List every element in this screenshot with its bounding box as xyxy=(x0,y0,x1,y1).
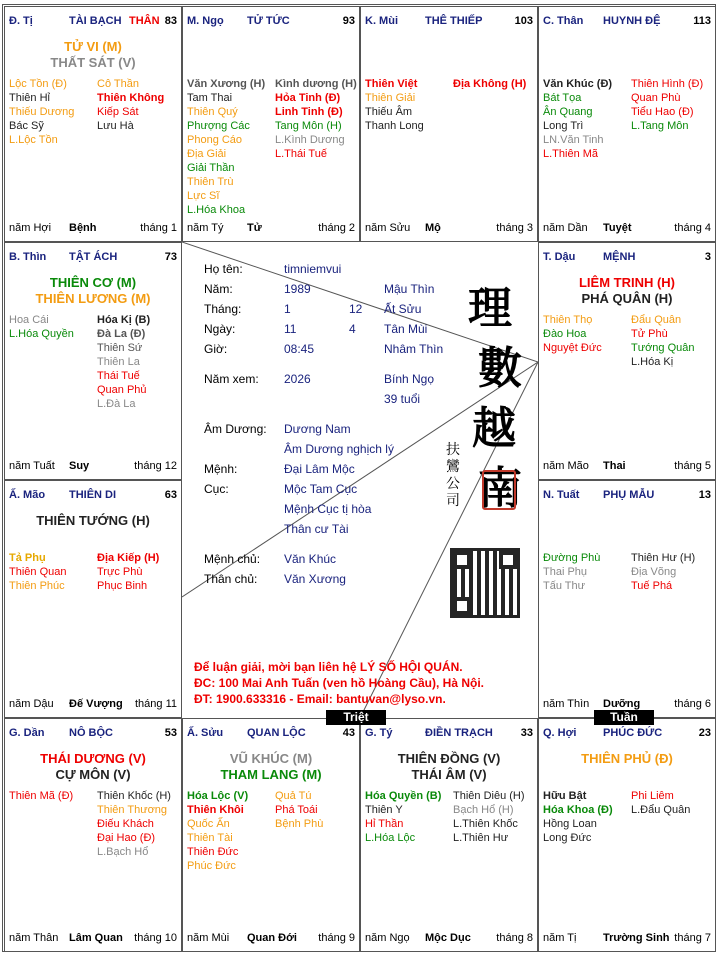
minor-star: Quan Phủ xyxy=(97,384,147,396)
palace-dan[interactable] xyxy=(4,718,182,952)
minor-star: Long Đức xyxy=(543,832,592,844)
minor-star: Điếu Khách xyxy=(97,818,154,830)
minor-star: Thanh Long xyxy=(365,120,424,132)
palace-header xyxy=(9,727,177,741)
minor-star: Đại Hao (Đ) xyxy=(97,832,156,844)
minor-star: L.Hóa Kị xyxy=(631,356,674,368)
major-star: THÁI ÂM (V) xyxy=(411,767,487,782)
minor-star: L.Đà La xyxy=(97,398,136,410)
minor-star: Thiên Khôi xyxy=(187,804,244,816)
palace-can-chi: Q. Hợi xyxy=(543,727,577,739)
calligraphy-char-3: 越 xyxy=(472,403,516,454)
than-chu-label: Thân chủ: xyxy=(204,572,258,586)
minor-star: Tấu Thư xyxy=(543,580,586,592)
palace-name: TỬ TỨC xyxy=(247,15,290,27)
footer-month: tháng 12 xyxy=(134,460,177,472)
minor-star: Thiên Khốc (H) xyxy=(97,790,171,802)
palace-than[interactable] xyxy=(538,6,716,242)
gio-value: 08:45 xyxy=(284,342,315,356)
major-star: VŨ KHÚC (M) xyxy=(229,751,313,766)
palace-ty[interactable] xyxy=(360,718,538,952)
minor-star: Địa Võng xyxy=(631,566,677,578)
palace-can-chi: B. Thìn xyxy=(9,251,47,263)
minor-star: Hỉ Thần xyxy=(365,818,404,830)
palace-header xyxy=(365,15,533,29)
minor-star: Thai Phụ xyxy=(543,566,588,578)
minor-star: L.Đẩu Quân xyxy=(631,804,691,816)
palace-footer xyxy=(9,932,177,945)
minor-star: Thiên Sứ xyxy=(97,342,143,354)
cuc-value: Mộc Tam Cục xyxy=(284,482,358,496)
footer-year: năm Thìn xyxy=(543,698,590,710)
star-column-left xyxy=(543,789,613,845)
minor-star: Địa Không (H) xyxy=(453,78,527,90)
contact-line-2: ĐC: 100 Mai Anh Tuấn (ven hồ Hoàng Cầu), Hà Nội. xyxy=(194,676,485,690)
footer-year: năm Sửu xyxy=(365,222,411,234)
star-column-left xyxy=(187,789,248,873)
minor-star: Long Trì xyxy=(543,120,584,132)
minor-star: Tướng Quân xyxy=(631,342,695,354)
footer-year: năm Tuất xyxy=(9,460,55,472)
footer-stage: Tử xyxy=(247,222,262,234)
am-duong-value-2: Âm Dương nghịch lý xyxy=(284,442,394,456)
palace-can-chi: Ấ. Sửu xyxy=(187,727,224,739)
cuc-label: Cục: xyxy=(204,482,229,496)
tuan-tag: Tuần xyxy=(594,710,654,725)
thang-am: 12 xyxy=(349,302,363,316)
footer-month: tháng 8 xyxy=(496,932,533,944)
major-star: THAM LANG (M) xyxy=(220,767,322,782)
star-column-left xyxy=(543,313,602,355)
minor-star: Phong Cáo xyxy=(187,134,243,146)
minor-star: L.Hóa Lộc xyxy=(365,832,416,844)
ho-ten-label: Họ tên: xyxy=(204,262,243,276)
palace-can-chi: C. Thân xyxy=(543,15,584,27)
minor-star: Trực Phù xyxy=(97,566,143,578)
palace-can-chi: Ấ. Mão xyxy=(9,489,46,501)
footer-year: năm Dậu xyxy=(9,698,54,710)
minor-star: Nguyệt Đức xyxy=(543,342,602,354)
palace-number: 83 xyxy=(164,15,177,27)
palace-number: 103 xyxy=(514,15,533,27)
minor-star: L.Thiên Hư xyxy=(453,832,509,844)
minor-star: L.Bạch Hổ xyxy=(97,846,149,858)
palace-footer xyxy=(187,222,355,235)
palace-header xyxy=(543,489,711,503)
major-star: THÁI DƯƠNG (V) xyxy=(40,751,146,766)
star-column-right xyxy=(275,77,357,161)
gio-label: Giờ: xyxy=(204,342,228,356)
star-column-right xyxy=(453,789,525,845)
star-column-left xyxy=(543,77,612,161)
minor-star: Thiên Không xyxy=(97,92,165,104)
minor-star: Thiên Diêu (H) xyxy=(453,790,525,802)
minor-star: Thiên Thương xyxy=(97,804,168,816)
nam-xem-value: 2026 xyxy=(284,372,311,386)
chart-center xyxy=(182,242,538,718)
palace-header xyxy=(9,251,177,265)
footer-month: tháng 2 xyxy=(318,222,355,234)
palace-header xyxy=(9,15,177,29)
star-column-left xyxy=(365,77,424,133)
footer-year: năm Ngọ xyxy=(365,932,410,944)
minor-star: Hoa Cái xyxy=(9,314,49,326)
minor-star: Phượng Các xyxy=(187,120,250,132)
minor-star: L.Lộc Tồn xyxy=(9,134,58,146)
minor-star: Thiên Tài xyxy=(187,832,233,844)
minor-star: Lộc Tồn (Đ) xyxy=(9,78,67,90)
palace-ngo[interactable] xyxy=(182,6,360,242)
menh-chu-value: Văn Khúc xyxy=(284,552,337,566)
palace-number: 3 xyxy=(704,251,711,263)
footer-year: năm Thân xyxy=(9,932,59,944)
footer-month: tháng 5 xyxy=(674,460,711,472)
palace-hoi[interactable] xyxy=(538,718,716,952)
minor-star: L.Hóa Khoa xyxy=(187,204,246,216)
major-star: THIÊN LƯƠNG (M) xyxy=(35,291,151,306)
palace-can-chi: G. Tý xyxy=(365,727,393,739)
palace-footer xyxy=(543,460,711,473)
palace-header xyxy=(365,727,533,741)
thang-value: 1 xyxy=(284,302,291,316)
minor-star: Tiểu Hao (Đ) xyxy=(631,106,694,118)
star-column-right xyxy=(631,77,703,133)
star-column-left xyxy=(9,551,66,593)
palace-name: NÔ BỘC xyxy=(69,727,113,739)
star-column-left xyxy=(543,551,600,593)
minor-star: Bát Tọa xyxy=(543,92,582,104)
palace-can-chi: T. Dậu xyxy=(543,251,576,263)
minor-star: L.Hóa Quyền xyxy=(9,328,74,340)
minor-star: Tang Môn (H) xyxy=(275,120,342,132)
minor-star: Địa Giải xyxy=(187,148,227,160)
major-star: THẤT SÁT (V) xyxy=(50,55,136,70)
footer-stage: Mộc Dục xyxy=(425,932,471,944)
palace-number: 113 xyxy=(693,15,711,27)
minor-star: L.Thái Tuế xyxy=(275,148,327,160)
cuc-value-3: Thân cư Tài xyxy=(284,522,349,536)
palace-header xyxy=(9,489,177,503)
minor-star: Giải Thần xyxy=(187,162,235,174)
minor-star: Thiên Hình (Đ) xyxy=(631,78,704,90)
minor-star: Hỏa Tinh (Đ) xyxy=(275,92,341,104)
minor-star: Bệnh Phù xyxy=(275,818,324,830)
footer-year: năm Tý xyxy=(187,222,224,234)
minor-star: Phúc Đức xyxy=(187,860,236,872)
minor-star: Phục Binh xyxy=(97,580,148,592)
minor-star: L.Thiên Khốc xyxy=(453,818,518,830)
minor-star: Đà La (Đ) xyxy=(97,328,146,340)
minor-star: Thiên Quý xyxy=(187,106,238,118)
footer-month: tháng 3 xyxy=(496,222,533,234)
star-column-right xyxy=(631,789,690,817)
star-column-left xyxy=(365,789,441,845)
palace-tuat[interactable] xyxy=(538,480,716,718)
minor-star: Hóa Lộc (V) xyxy=(187,790,249,802)
palace-footer xyxy=(9,460,177,473)
vertical-seal-text: 扶鸞公司 xyxy=(446,442,460,509)
minor-star: Tuế Phá xyxy=(631,580,673,592)
minor-star: Thiếu Âm xyxy=(365,106,413,118)
footer-year: năm Mão xyxy=(543,460,589,472)
palace-can-chi: K. Mùi xyxy=(365,15,398,27)
palace-header xyxy=(187,727,355,741)
minor-star: Thiên Giải xyxy=(365,92,416,104)
minor-star: Bác Sỹ xyxy=(9,120,44,132)
palace-name: THÊ THIẾP xyxy=(425,15,483,27)
palace-dau[interactable] xyxy=(538,242,716,480)
star-column-right xyxy=(97,551,159,593)
footer-stage: Đế Vượng xyxy=(69,698,123,710)
palace-mui[interactable] xyxy=(360,6,538,242)
minor-star: L.Kình Dương xyxy=(275,134,345,146)
star-column-left xyxy=(9,789,73,803)
thang-label: Tháng: xyxy=(204,302,242,316)
minor-star: Văn Xương (H) xyxy=(187,78,266,90)
palace-number: 23 xyxy=(698,727,711,739)
minor-star: Tam Thai xyxy=(187,92,233,104)
minor-star: Thiên Trù xyxy=(187,176,234,188)
minor-star: Lực Sĩ xyxy=(187,190,220,202)
star-column-right xyxy=(631,313,695,369)
minor-star: Đẩu Quân xyxy=(631,314,682,326)
cuc-value-2: Mệnh Cục tị hòa xyxy=(284,502,372,516)
minor-star: Thiên Quan xyxy=(9,566,67,578)
minor-star: Văn Khúc (Đ) xyxy=(543,78,613,90)
ngay-value: 11 xyxy=(284,322,297,336)
palace-footer xyxy=(543,932,711,945)
palace-footer xyxy=(9,698,177,711)
minor-star: Tả Phụ xyxy=(9,552,46,564)
minor-star: Thiên La xyxy=(97,356,140,368)
palace-name: HUYNH ĐỆ xyxy=(603,15,661,27)
minor-star: LN.Văn Tinh xyxy=(543,134,604,146)
footer-month: tháng 11 xyxy=(134,698,177,710)
palace-header xyxy=(543,727,711,741)
palace-header xyxy=(543,15,711,29)
palace-can-chi: M. Ngọ xyxy=(187,15,224,27)
star-column-right xyxy=(453,77,526,91)
footer-stage: Tuyệt xyxy=(603,222,632,234)
minor-star: Thiên Việt xyxy=(365,78,418,90)
palace-name: TÀI BẠCH xyxy=(69,15,122,27)
footer-month: tháng 6 xyxy=(674,698,711,710)
star-column-right xyxy=(275,789,323,831)
major-star: CỰ MÔN (V) xyxy=(55,767,131,782)
star-column-left xyxy=(187,77,265,217)
palace-number: 33 xyxy=(520,727,533,739)
calligraphy-char-4: 南 xyxy=(478,463,522,514)
menh-label: Mệnh: xyxy=(204,462,238,476)
palace-number: 13 xyxy=(698,489,711,501)
palace-header xyxy=(543,251,711,265)
footer-stage: Bệnh xyxy=(69,222,97,234)
palace-name: TẬT ÁCH xyxy=(69,251,118,263)
palace-name: MỆNH xyxy=(603,251,636,263)
footer-month: tháng 7 xyxy=(674,932,711,944)
major-star: PHÁ QUÂN (H) xyxy=(581,291,673,306)
footer-year: năm Mùi xyxy=(187,932,230,944)
contact-line-1: Để luận giải, mời bạn liên hệ LÝ SỐ HỘI QUÁN. xyxy=(194,660,463,674)
palace-name: PHÚC ĐỨC xyxy=(603,727,663,739)
palace-mao[interactable] xyxy=(4,480,182,718)
than-marker: THÂN xyxy=(129,15,160,27)
major-star: THIÊN CƠ (M) xyxy=(49,275,137,290)
calligraphy-char-2: 數 xyxy=(478,343,522,394)
footer-stage: Lâm Quan xyxy=(69,932,123,944)
palace-thin[interactable] xyxy=(4,242,182,480)
palace-ti[interactable] xyxy=(4,6,182,242)
palace-footer xyxy=(543,222,711,235)
minor-star: Kiếp Sát xyxy=(97,106,139,118)
major-star: LIÊM TRINH (H) xyxy=(578,275,676,290)
star-column-left xyxy=(9,77,74,147)
star-column-right xyxy=(631,551,695,593)
minor-star: Hóa Quyền (B) xyxy=(365,790,442,802)
red-seal xyxy=(482,470,516,510)
menh-chu-label: Mệnh chủ: xyxy=(204,552,261,566)
palace-header xyxy=(187,15,355,29)
footer-year: năm Tị xyxy=(543,932,577,944)
minor-star: Lưu Hà xyxy=(97,120,134,132)
minor-star: Ân Quang xyxy=(543,106,593,118)
major-star: THIÊN PHỦ (Đ) xyxy=(581,751,673,766)
nam-xem-label: Năm xem: xyxy=(204,372,259,386)
star-column-right xyxy=(97,77,164,133)
ngay-label: Ngày: xyxy=(204,322,236,336)
minor-star: Quốc Ấn xyxy=(187,818,230,830)
star-column-right xyxy=(97,313,150,411)
palace-number: 43 xyxy=(342,727,355,739)
minor-star: Linh Tinh (Đ) xyxy=(275,106,343,118)
major-star: TỬ VI (M) xyxy=(64,39,122,54)
minor-star: Bạch Hổ (H) xyxy=(453,804,514,816)
palace-number: 73 xyxy=(164,251,177,263)
minor-star: Cô Thần xyxy=(97,78,139,90)
minor-star: Địa Kiếp (H) xyxy=(97,552,160,564)
footer-year: năm Dần xyxy=(543,222,588,234)
minor-star: Hóa Kị (B) xyxy=(97,314,151,326)
minor-star: Đường Phù xyxy=(543,552,601,564)
am-duong-label: Âm Dương: xyxy=(204,422,267,436)
footer-month: tháng 9 xyxy=(318,932,355,944)
minor-star: Thiếu Dương xyxy=(9,106,75,118)
footer-month: tháng 10 xyxy=(134,932,177,944)
than-chu-value: Văn Xương xyxy=(284,572,346,586)
palace-can-chi: Đ. Tị xyxy=(9,15,33,27)
minor-star: Thiên Đức xyxy=(187,846,239,858)
minor-star: L.Tang Môn xyxy=(631,120,689,132)
minor-star: Thiên Mã (Đ) xyxy=(9,790,74,802)
minor-star: Phá Toái xyxy=(275,804,318,816)
major-star: THIÊN TƯỚNG (H) xyxy=(36,513,150,528)
minor-star: Phi Liêm xyxy=(631,790,674,802)
nam-label: Năm: xyxy=(204,282,233,296)
minor-star: Thiên Hư (H) xyxy=(631,552,696,564)
triet-tag: Triệt xyxy=(326,710,386,725)
palace-footer xyxy=(187,932,355,945)
nam-value: 1989 xyxy=(284,282,311,296)
contact-line-3: ĐT: 1900.633316 - Email: bantuvan@lyso.vn. xyxy=(194,692,446,706)
nam-can: Mậu Thìn xyxy=(384,282,435,296)
ho-ten-value: timniemvui xyxy=(284,262,342,276)
footer-stage: Suy xyxy=(69,460,90,472)
minor-star: Hồng Loan xyxy=(543,818,597,830)
palace-number: 93 xyxy=(342,15,355,27)
minor-star: Tử Phù xyxy=(631,328,668,340)
footer-month: tháng 1 xyxy=(140,222,177,234)
thang-can: Ất Sửu xyxy=(384,302,422,316)
ngay-am: 4 xyxy=(349,322,356,336)
star-column-left xyxy=(9,313,74,341)
palace-footer xyxy=(365,222,533,235)
palace-name: ĐIỀN TRẠCH xyxy=(425,727,493,739)
palace-can-chi: G. Dần xyxy=(9,727,45,739)
minor-star: Thiên Hỉ xyxy=(9,92,50,104)
calligraphy-char-1: 理 xyxy=(468,283,512,334)
tuoi-value: 39 tuổi xyxy=(384,392,421,406)
footer-stage: Trường Sinh xyxy=(603,932,670,944)
minor-star: Quan Phù xyxy=(631,92,681,104)
palace-number: 63 xyxy=(164,489,177,501)
footer-stage: Quan Đới xyxy=(247,932,297,944)
footer-month: tháng 4 xyxy=(674,222,711,234)
minor-star: Quả Tú xyxy=(275,790,312,802)
minor-star: Đào Hoa xyxy=(543,328,587,340)
footer-stage: Thai xyxy=(603,460,626,472)
palace-suu[interactable] xyxy=(182,718,360,952)
palace-name: PHỤ MẪU xyxy=(603,489,655,501)
star-column-right xyxy=(97,789,171,859)
palace-footer xyxy=(365,932,533,945)
minor-star: Thái Tuế xyxy=(97,370,140,382)
minor-star: Kình dương (H) xyxy=(275,78,357,90)
palace-name: QUAN LỘC xyxy=(247,727,306,739)
palace-name: THIÊN DI xyxy=(69,489,117,501)
minor-star: Thiên Phúc xyxy=(9,580,65,592)
palace-number: 53 xyxy=(164,727,177,739)
gio-can: Nhâm Thìn xyxy=(384,342,444,356)
menh-value: Đại Lâm Mộc xyxy=(284,462,355,476)
minor-star: Thiên Thọ xyxy=(543,314,593,326)
nam-xem-can: Bính Ngọ xyxy=(384,372,435,386)
footer-stage: Mộ xyxy=(425,222,441,234)
minor-star: L.Thiên Mã xyxy=(543,148,599,160)
minor-star: Hữu Bật xyxy=(543,790,587,802)
minor-star: Hóa Khoa (Đ) xyxy=(543,804,613,816)
minor-star: Thiên Y xyxy=(365,804,403,816)
major-star: THIÊN ĐỒNG (V) xyxy=(397,751,501,766)
palace-can-chi: N. Tuất xyxy=(543,489,580,501)
am-duong-value: Dương Nam xyxy=(284,422,351,436)
palace-footer xyxy=(9,222,177,235)
ngay-can: Tân Mùi xyxy=(384,322,428,336)
footer-stage: Dưỡng xyxy=(603,698,641,710)
footer-year: năm Hợi xyxy=(9,222,52,234)
qr-code[interactable] xyxy=(450,548,520,618)
